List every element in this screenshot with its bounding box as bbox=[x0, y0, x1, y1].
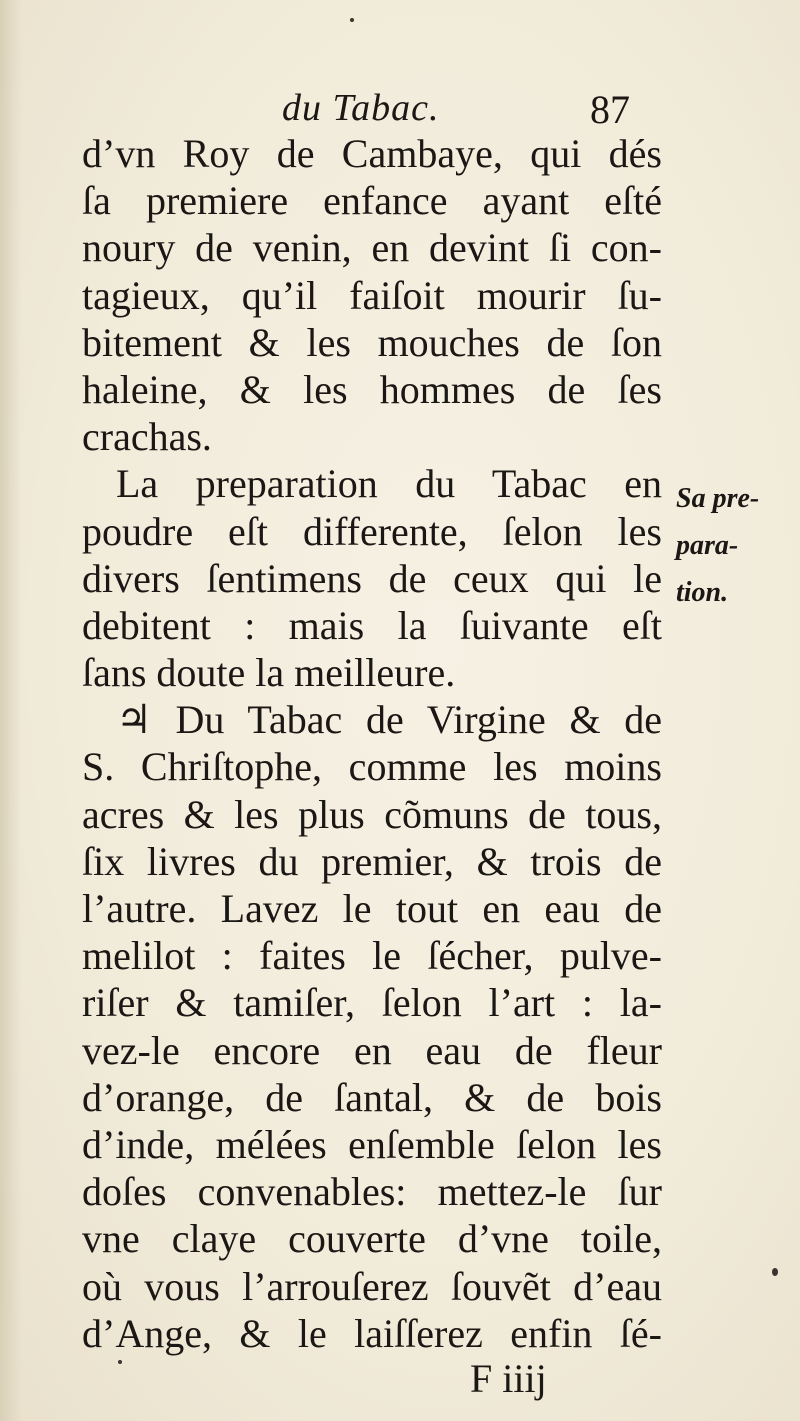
paper-speck bbox=[350, 18, 354, 22]
margin-note-line: tion. bbox=[676, 577, 729, 609]
margin-note bbox=[676, 475, 786, 617]
margin-note-line: Sa pre- bbox=[676, 483, 760, 514]
text-line: La preparation du Tabac en bbox=[116, 461, 662, 507]
text-line: ♃ Du Tabac de Virgine & de bbox=[116, 697, 662, 743]
text-line: doſes convenables: mettez-le ſur bbox=[82, 1169, 662, 1215]
margin-note-line: para- bbox=[676, 530, 739, 562]
text-line: d’Ange, & le laiſſerez enfin ſé- bbox=[82, 1310, 662, 1356]
text-line: melilot : faites le ſécher, pulve- bbox=[82, 933, 662, 979]
text-line: ſix livres du premier, & trois de bbox=[82, 838, 662, 884]
text-line: d’vn Roy de Cambaye, qui dés bbox=[82, 131, 662, 176]
text-line: haleine, & les hommes de ſes bbox=[82, 366, 662, 412]
text-line: S. Chriſtophe, comme les moins bbox=[82, 744, 662, 790]
text-line: l’autre. Lavez le tout en eau de bbox=[82, 886, 662, 931]
gutter-shadow bbox=[0, 0, 22, 1421]
text-line: noury de venin, en devint ſi con- bbox=[82, 225, 662, 271]
text-line: acres & les plus cõmuns de tous, bbox=[82, 791, 662, 837]
body-text bbox=[82, 130, 662, 1357]
text-line: crachas. bbox=[82, 414, 212, 460]
text-line: tagieux, qu’il faiſoit mourir ſu- bbox=[82, 272, 662, 318]
text-line: divers ſentimens de ceux qui le bbox=[82, 555, 662, 601]
running-head bbox=[0, 86, 800, 136]
text-line: ſa premiere enfance ayant eſté bbox=[82, 178, 662, 224]
page-number: 87 bbox=[590, 87, 630, 132]
text-line: où vous l’arrouſerez ſouvẽt d’eau bbox=[82, 1263, 662, 1309]
text-line: debitent : mais la ſuivante eſt bbox=[82, 602, 662, 648]
signature-mark: F iiij bbox=[470, 1356, 547, 1401]
text-line: vez-le encore en eau de fleur bbox=[82, 1027, 662, 1073]
paper-speck bbox=[772, 1268, 778, 1276]
text-line: d’inde, mélées enſemble ſelon les bbox=[82, 1121, 662, 1167]
paper-speck bbox=[118, 1360, 122, 1364]
text-line: bitement & les mouches de ſon bbox=[82, 319, 662, 365]
text-line: riſer & tamiſer, ſelon l’art : la- bbox=[82, 980, 662, 1026]
text-line: d’orange, de ſantal, & de bois bbox=[82, 1074, 662, 1120]
text-line: poudre eſt differente, ſelon les bbox=[82, 508, 662, 554]
text-line: ſans doute la meilleure. bbox=[82, 650, 456, 696]
text-line: vne claye couverte d’vne toile, bbox=[82, 1216, 662, 1262]
running-title: du Tabac. bbox=[282, 87, 440, 129]
